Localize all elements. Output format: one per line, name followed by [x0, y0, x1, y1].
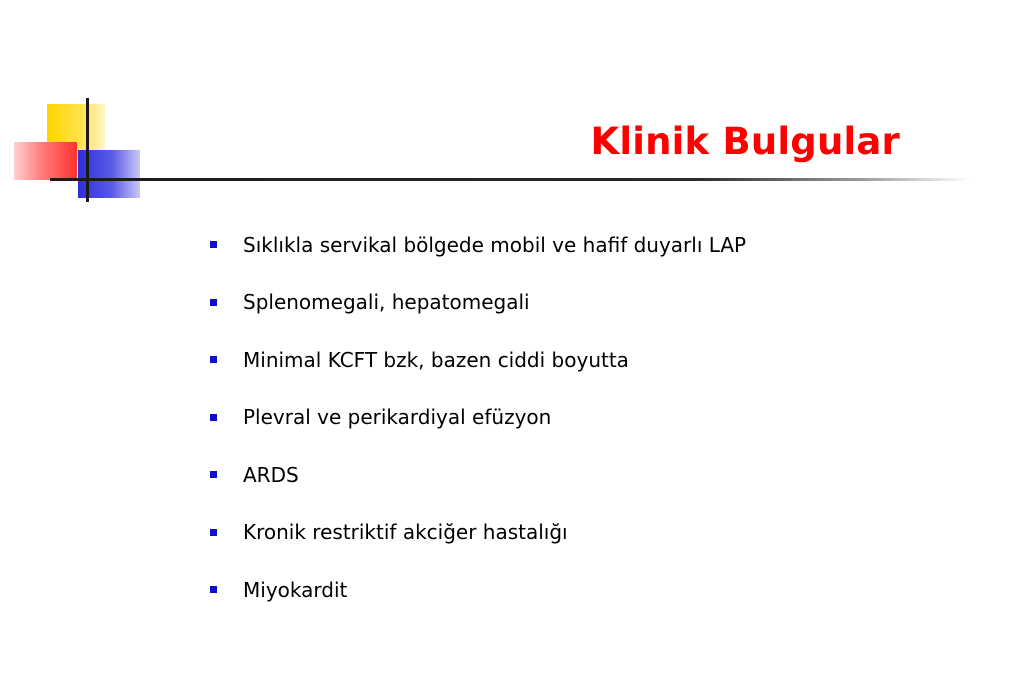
- bullet-item: [210, 504, 746, 562]
- bullet-text: Sıklıkla servikal bölgede mobil ve hafif duyarlı LAP: [243, 232, 747, 257]
- square-bullet-icon: [210, 471, 217, 478]
- square-bullet-icon: [210, 356, 217, 363]
- bullet-text: Plevral ve perikardiyal efüzyon: [243, 405, 552, 430]
- square-bullet-icon: [210, 529, 217, 536]
- bullet-item: [210, 446, 746, 504]
- square-bullet-icon: [210, 299, 217, 306]
- bullet-text: ARDS: [243, 462, 299, 487]
- square-bullet-icon: [210, 241, 217, 248]
- bullet-text: Kronik restriktif akciğer hastalığı: [243, 520, 568, 545]
- slide-title: Klinik Bulgular: [590, 120, 900, 163]
- bullet-item: [210, 389, 746, 447]
- bullet-list: [210, 216, 746, 619]
- bullet-text: Miyokardit: [243, 577, 348, 602]
- red-square-decoration: [14, 142, 77, 180]
- bullet-text: Splenomegali, hepatomegali: [243, 290, 530, 315]
- title-underline-rule: [50, 178, 970, 181]
- square-bullet-icon: [210, 586, 217, 593]
- bullet-item: [210, 216, 746, 274]
- vertical-rule: [86, 98, 89, 202]
- bullet-item: [210, 274, 746, 332]
- bullet-item: [210, 331, 746, 389]
- square-bullet-icon: [210, 414, 217, 421]
- bullet-text: Minimal KCFT bzk, bazen ciddi boyutta: [243, 347, 629, 372]
- bullet-item: [210, 561, 746, 619]
